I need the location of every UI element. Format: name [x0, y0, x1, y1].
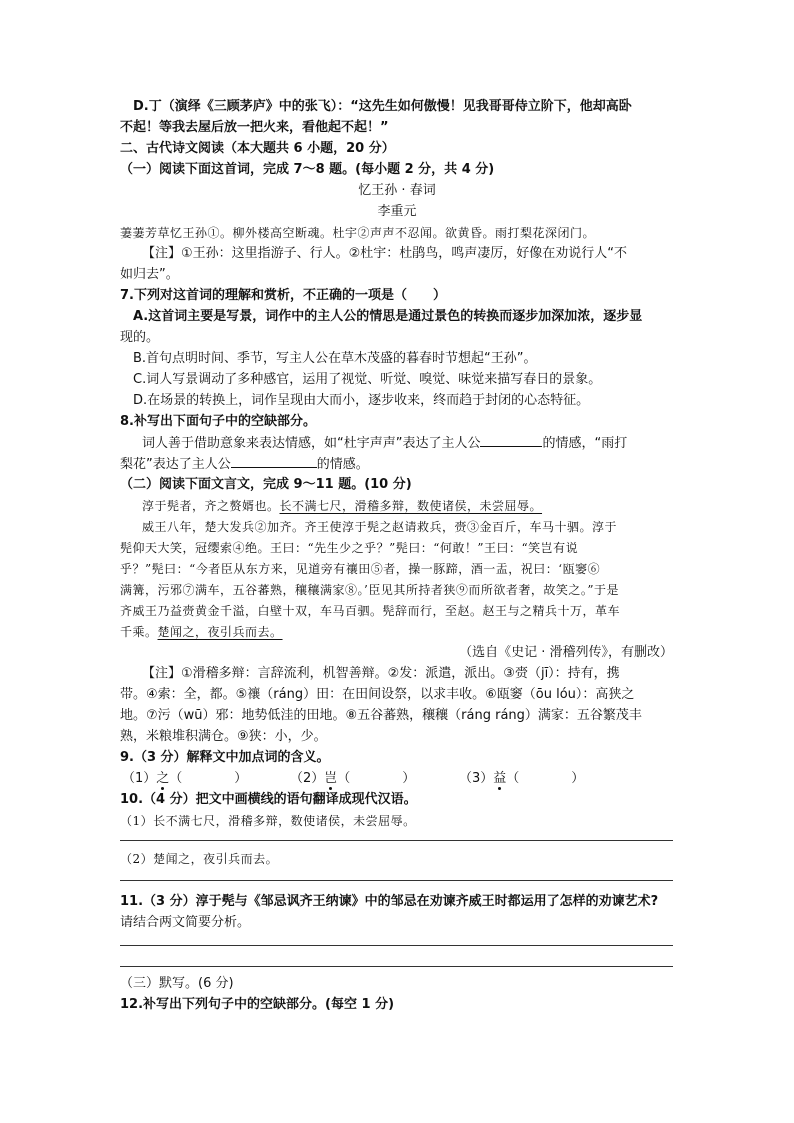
answer-line[interactable] [120, 880, 673, 881]
q9-item-1-answer[interactable]: （ ） [169, 771, 248, 786]
poem-title: 忆王孙 · 春词 [358, 183, 436, 198]
poem-author: 李重元 [377, 204, 417, 219]
poem-text: 萋萋芳草忆王孙①。柳外楼高空断魂。杜宇②声声不忍闻。欲黄昏。雨打梨花深闭门。 [120, 226, 596, 240]
prose-note-line4: 熟，米粮堆积满仓。⑨狭：小，少。 [120, 729, 327, 744]
poem-note-line1: 【注】①王孙：这里指游子、行人。②杜宇：杜鹃鸟，鸣声凄厉，好像在劝说行人“不 [142, 246, 628, 261]
q8-line2 [120, 454, 369, 475]
poem-note-line2: 如归去”。 [120, 267, 179, 282]
prose-p5: 满篝，污邪⑦满车，五谷蕃熟，穰穰满家⑧。’臣见其所持者狭⑨而所欲者奢，故笑之。”于是 [120, 583, 619, 597]
q8-blank-1[interactable] [480, 433, 542, 447]
prose-p7-text: 千乘。 [120, 625, 158, 639]
answer-line[interactable] [120, 945, 673, 946]
q10-sentence-2: （2）楚闻之，夜引兵而去。 [120, 852, 279, 866]
q9-item-2-word: 岂 [324, 771, 338, 786]
q8-blank-2[interactable] [231, 454, 317, 468]
q8-line1-text-a: 词人善于借助意象来表达情感，如“杜宇声声”表达了主人公 [142, 436, 481, 451]
q9-item-2 [290, 769, 415, 789]
prose-p1 [142, 496, 542, 516]
q9-item-2-num: （2） [290, 771, 325, 786]
q7-option-b: B.首句点明时间、季节，写主人公在草木茂盛的暮春时节想起“王孙”。 [133, 351, 537, 366]
part3-header: （三）默写。(6 分) [120, 976, 234, 991]
q9-stem: 9.（3 分）解释文中加点词的含义。 [120, 750, 330, 765]
q9-item-1-num: （1） [122, 771, 157, 786]
q8-line2-text-a: 梨花”表达了主人公 [120, 457, 231, 472]
prose-source: （选自《史记 · 滑稽列传》，有删改） [459, 645, 673, 660]
q12-stem: 12.补写出下列句子中的空缺部分。(每空 1 分) [120, 997, 395, 1012]
q7-option-a-line1: A.这首词主要是写景，词作中的主人公的情思是通过景色的转换而逐步加深加浓，逐步显 [133, 309, 643, 324]
answer-line[interactable] [120, 840, 673, 841]
q7-option-a-line2: 现的。 [120, 330, 160, 345]
option-d-line2: 不起！等我去屋后放一把火来，看他起不起！” [120, 120, 389, 135]
q9-item-3-word: 益 [493, 771, 507, 786]
prose-p4: 乎？”髡曰：“今者臣从东方来，见道旁有禳田⑤者，操一豚蹄，酒一盂，祝曰：‘瓯窭⑥ [120, 562, 601, 576]
q7-option-d: D.在场景的转换上，词作呈现由大而小，逐步收来，终而趋于封闭的心态特征。 [133, 393, 590, 408]
q11-line1: 11.（3 分）淳于髡与《邹忌讽齐王纳谏》中的邹忌在劝谏齐威王时都运用了怎样的劝谏艺术? [120, 894, 659, 909]
q8-line1-text-b: 的情感，“雨打 [542, 436, 628, 451]
q8-stem: 8.补写出下面句子中的空缺部分。 [120, 414, 316, 429]
prose-note-line2: 带。④索：全，都。⑤禳（ráng）田：在田间设祭，以求丰收。⑥瓯窭（ōu lóu）：高狭之 [120, 687, 635, 702]
q8-line2-text-b: 的情感。 [316, 457, 369, 472]
q7-option-c: C.词人写景调动了多种感官，运用了视觉、听觉、嗅觉、味觉来描写春日的景象。 [133, 372, 602, 387]
q8-line1 [142, 433, 627, 454]
prose-note-line3: 地。⑦污（wū）邪：地势低洼的田地。⑧五谷蕃熟，穰穰（ráng ráng）满家：五谷繁茂丰 [120, 708, 642, 723]
prose-p3: 髡仰天大笑，冠缨索④绝。王曰：“先生少之乎？”髡曰：“何敢！”王曰：“笑岂有说 [120, 541, 579, 555]
q7-stem: 7.下列对这首词的理解和赏析，不正确的一项是（ ） [120, 288, 446, 303]
part1-header: （一）阅读下面这首词，完成 7～8 题。(每小题 2 分，共 4 分) [120, 162, 495, 177]
prose-p1-text: 淳于髡者，齐之赘婿也。 [142, 499, 280, 513]
q11-line2: 请结合两文简要分析。 [120, 915, 251, 930]
prose-p2: 威王八年，楚大发兵②加齐。齐王使淳于髡之赵请救兵，赍③金百斤，车马十驷。淳于 [142, 520, 618, 534]
q9-item-3 [459, 769, 584, 789]
prose-p7 [120, 622, 283, 642]
q9-item-1 [122, 769, 247, 789]
q10-stem: 10.（4 分）把文中画横线的语句翻译成现代汉语。 [120, 792, 417, 807]
answer-line[interactable] [120, 966, 673, 967]
q9-item-3-answer[interactable]: （ ） [506, 771, 585, 786]
prose-p1-underlined: 长不满七尺，滑稽多辩，数使诸侯，未尝屈辱。 [279, 499, 543, 513]
option-d-line1: D.丁（演绎《三顾茅庐》中的张飞）：“这先生如何傲慢！见我哥哥侍立阶下，他却高卧 [133, 99, 632, 114]
q9-item-1-word: 之 [156, 771, 170, 786]
q10-sentence-1: （1）长不满七尺，滑稽多辩，数使诸侯，未尝屈辱。 [120, 814, 416, 828]
q9-item-2-answer[interactable]: （ ） [337, 771, 416, 786]
part2-header: （二）阅读下面文言文，完成 9～11 题。(10 分) [120, 477, 412, 492]
prose-p7-underlined: 楚闻之，夜引兵而去。 [157, 625, 283, 639]
prose-p6: 齐威王乃益赍黄金千溢，白壁十双，车马百驷。髡辞而行，至赵。赵王与之精兵十万，革车 [120, 604, 621, 618]
q9-item-3-num: （3） [459, 771, 494, 786]
section-title: 二、古代诗文阅读（本大题共 6 小题，20 分） [120, 141, 395, 156]
prose-note-line1: 【注】①滑稽多辩：言辞流利，机智善辩。②发：派遣，派出。③赍（jī）：持有，携 [142, 666, 620, 681]
